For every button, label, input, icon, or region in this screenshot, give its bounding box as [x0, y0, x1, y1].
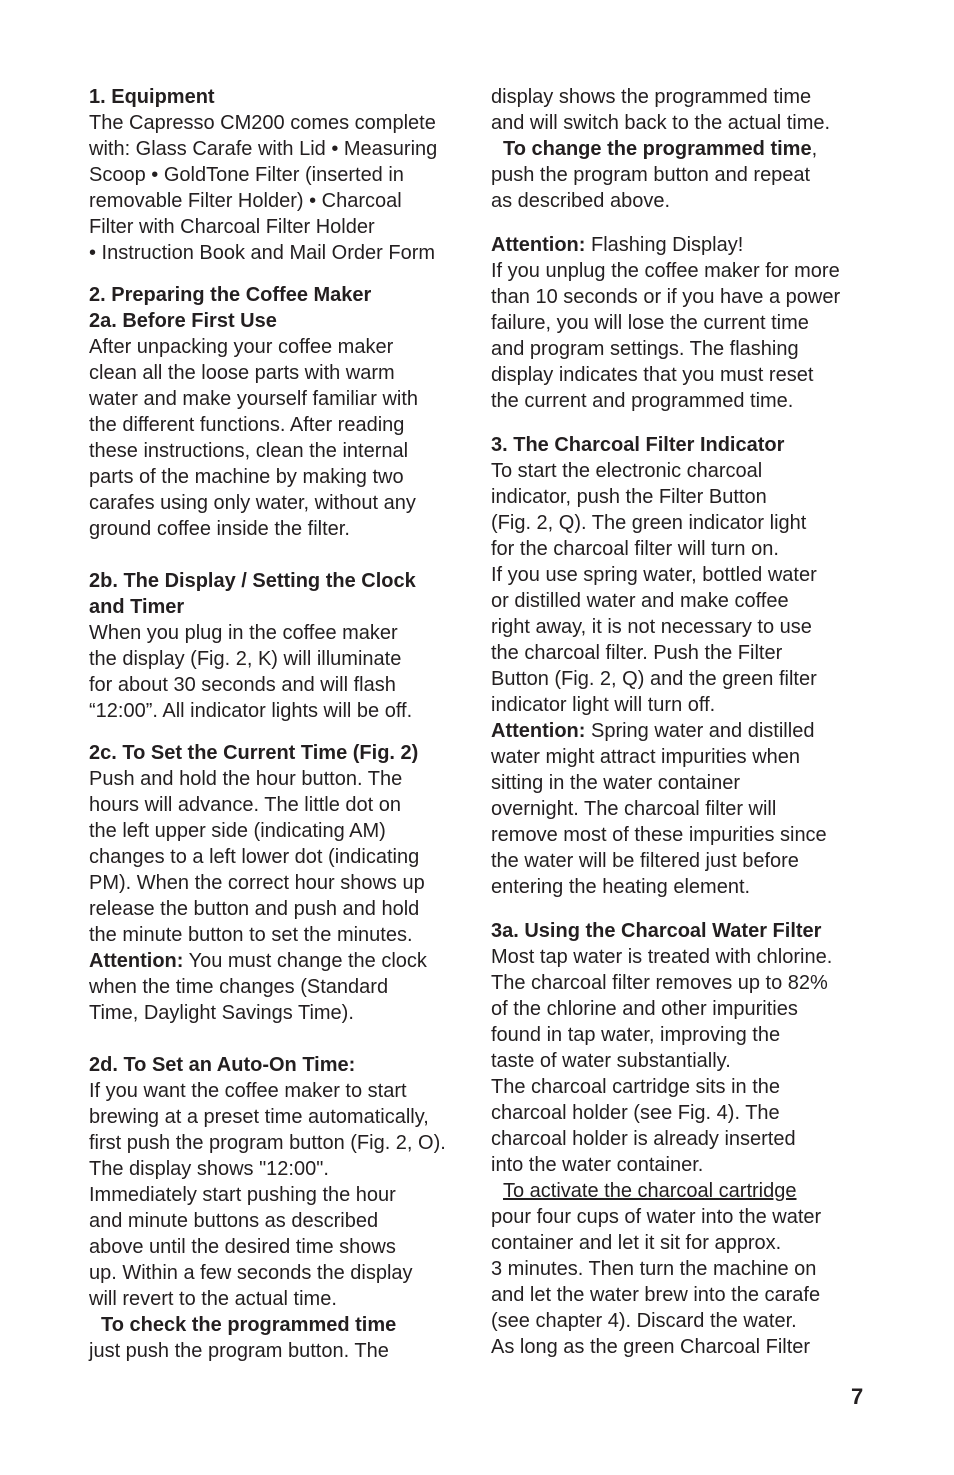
text-line: with: Glass Carafe with Lid • Measuring [89, 138, 438, 160]
text-line: and will switch back to the actual time. [491, 112, 831, 134]
text-line: Scoop • GoldTone Filter (inserted in [89, 164, 404, 186]
text-line: up. Within a few seconds the display [89, 1262, 413, 1284]
attention-text: Spring water and distilled [585, 720, 815, 742]
text-line: The display shows "12:00". [89, 1158, 329, 1180]
attention-text: Flashing Display! [585, 234, 744, 256]
change-programmed-time-label: To change the programmed time [503, 138, 812, 160]
section-preparing [89, 282, 467, 542]
text-line: the minute button to set the minutes. [89, 924, 413, 946]
text-line: charcoal holder (see Fig. 4). The [491, 1102, 780, 1124]
text-line: hours will advance. The little dot on [89, 794, 402, 816]
text-line: “12:00”. All indicator lights will be off. [89, 700, 413, 722]
heading-current-time: 2c. To Set the Current Time (Fig. 2) [89, 742, 419, 764]
text-line: If you use spring water, bottled water [491, 564, 817, 586]
heading-charcoal-using: 3a. Using the Charcoal Water Filter [491, 920, 822, 942]
text-line: The charcoal filter removes up to 82% [491, 972, 828, 994]
text-line: PM). When the correct hour shows up [89, 872, 425, 894]
text-line: as described above. [491, 190, 671, 212]
text-line: To start the electronic charcoal [491, 460, 763, 482]
equipment-text [89, 110, 467, 266]
text-line: 3 minutes. Then turn the machine on [491, 1258, 817, 1280]
text-line: the left upper side (indicating AM) [89, 820, 386, 842]
text-line: for about 30 seconds and will flash [89, 674, 396, 696]
text-line: indicator, push the Filter Button [491, 486, 767, 508]
text-line: and minute buttons as described [89, 1210, 379, 1232]
text-line: charcoal holder is already inserted [491, 1128, 796, 1150]
left-column [89, 84, 467, 1364]
text-line: and let the water brew into the carafe [491, 1284, 821, 1306]
text-line: these instructions, clean the internal [89, 440, 409, 462]
text-line: above until the desired time shows [89, 1236, 396, 1258]
text-line: The charcoal cartridge sits in the [491, 1076, 781, 1098]
text-line: when the time changes (Standard [89, 976, 389, 998]
heading-before-first-use: 2a. Before First Use [89, 310, 277, 332]
text-line: Immediately start pushing the hour [89, 1184, 396, 1206]
activate-cartridge-label: To activate the charcoal cartridge [503, 1180, 797, 1202]
current-time-attention-text [89, 974, 467, 1026]
text-line: release the button and push and hold [89, 898, 420, 920]
text-line: right away, it is not necessary to use [491, 616, 812, 638]
text-line: container and let it sit for approx. [491, 1232, 782, 1254]
page-number: 7 [851, 1384, 864, 1409]
heading-auto-on: 2d. To Set an Auto-On Time: [89, 1054, 356, 1076]
text-line: first push the program button (Fig. 2, O). [89, 1132, 446, 1154]
heading-equipment: 1. Equipment [89, 86, 215, 108]
text-line: After unpacking your coffee maker [89, 336, 394, 358]
text-line: failure, you will lose the current time [491, 312, 809, 334]
text-line: The Capresso CM200 comes complete [89, 112, 436, 134]
text-line: remove most of these impurities since [491, 824, 827, 846]
text-line: will revert to the actual time. [89, 1288, 337, 1310]
section-flashing-display [491, 232, 871, 414]
text-line: the charcoal filter. Push the Filter [491, 642, 783, 664]
text-line: found in tap water, improving the [491, 1024, 781, 1046]
text-line: If you unplug the coffee maker for more [491, 260, 840, 282]
section-equipment [89, 84, 467, 266]
text-line: the current and programmed time. [491, 390, 794, 412]
attention-text: You must change the clock [183, 950, 427, 972]
text-line: display shows the programmed time [491, 86, 812, 108]
display-text [89, 620, 467, 724]
attention-label: Attention: [89, 950, 184, 972]
text-line: Most tap water is treated with chlorine. [491, 946, 833, 968]
text-line: clean all the loose parts with warm [89, 362, 395, 384]
heading-charcoal-indicator: 3. The Charcoal Filter Indicator [491, 434, 785, 456]
continued-text [491, 84, 871, 136]
heading-preparing: 2. Preparing the Coffee Maker [89, 284, 372, 306]
current-time-attention [89, 948, 467, 974]
text-line: (Fig. 2, Q). The green indicator light [491, 512, 807, 534]
check-programmed-time-text: just push the program button. The [89, 1340, 389, 1362]
text-line: • Instruction Book and Mail Order Form [89, 242, 436, 264]
text-line: taste of water substantially. [491, 1050, 731, 1072]
text-line: Time, Daylight Savings Time). [89, 1002, 354, 1024]
text-line: ground coffee inside the filter. [89, 518, 350, 540]
flashing-attention [491, 232, 871, 258]
text-line: sitting in the water container [491, 772, 741, 794]
text-line: than 10 seconds or if you have a power [491, 286, 841, 308]
charcoal-indicator-attention-text [491, 744, 871, 900]
section-continued [491, 84, 871, 214]
text-line: the display (Fig. 2, K) will illuminate [89, 648, 402, 670]
activate-cartridge-text [491, 1204, 871, 1360]
heading-display-line1: 2b. The Display / Setting the Clock [89, 570, 416, 592]
text-line: removable Filter Holder) • Charcoal [89, 190, 402, 212]
text-line: If you want the coffee maker to start [89, 1080, 407, 1102]
text-line: water and make yourself familiar with [89, 388, 419, 410]
text-line: carafes using only water, without any [89, 492, 416, 514]
check-programmed-time-label: To check the programmed time [101, 1314, 397, 1336]
change-programmed-time [491, 136, 871, 162]
section-charcoal-using [491, 918, 871, 1360]
text-line: water might attract impurities when [491, 746, 801, 768]
charcoal-indicator-attention [491, 718, 871, 744]
section-display [89, 568, 467, 724]
text-line: overnight. The charcoal filter will [491, 798, 777, 820]
charcoal-using-text [491, 944, 871, 1178]
auto-on-text [89, 1078, 467, 1312]
charcoal-indicator-text [491, 458, 871, 718]
right-column [491, 84, 871, 1360]
text-line: Filter with Charcoal Filter Holder [89, 216, 375, 238]
text-line: indicator light will turn off. [491, 694, 716, 716]
text-line: As long as the green Charcoal Filter [491, 1336, 811, 1358]
text-line: Push and hold the hour button. The [89, 768, 403, 790]
text-line: into the water container. [491, 1154, 704, 1176]
section-auto-on [89, 1052, 467, 1364]
text-line: brewing at a preset time automatically, [89, 1106, 429, 1128]
text-line: or distilled water and make coffee [491, 590, 789, 612]
text-line: for the charcoal filter will turn on. [491, 538, 779, 560]
text-line: Button (Fig. 2, Q) and the green filter [491, 668, 817, 690]
change-programmed-time-comma: , [811, 138, 818, 160]
text-line: (see chapter 4). Discard the water. [491, 1310, 797, 1332]
text-line: pour four cups of water into the water [491, 1206, 822, 1228]
flashing-text [491, 258, 871, 414]
preparing-text [89, 334, 467, 542]
section-current-time [89, 740, 467, 1026]
text-line: and program settings. The flashing [491, 338, 799, 360]
attention-label: Attention: [491, 234, 586, 256]
change-programmed-time-text [491, 162, 871, 214]
text-line: the different functions. After reading [89, 414, 405, 436]
text-line: the water will be filtered just before [491, 850, 799, 872]
text-line: When you plug in the coffee maker [89, 622, 398, 644]
attention-label: Attention: [491, 720, 586, 742]
text-line: display indicates that you must reset [491, 364, 814, 386]
activate-cartridge [491, 1178, 871, 1204]
text-line: changes to a left lower dot (indicating [89, 846, 420, 868]
text-line: of the chlorine and other impurities [491, 998, 798, 1020]
current-time-text [89, 766, 467, 948]
text-line: entering the heating element. [491, 876, 751, 898]
text-line: push the program button and repeat [491, 164, 811, 186]
heading-display-line2: and Timer [89, 596, 185, 618]
text-line: parts of the machine by making two [89, 466, 404, 488]
section-charcoal-indicator [491, 432, 871, 900]
